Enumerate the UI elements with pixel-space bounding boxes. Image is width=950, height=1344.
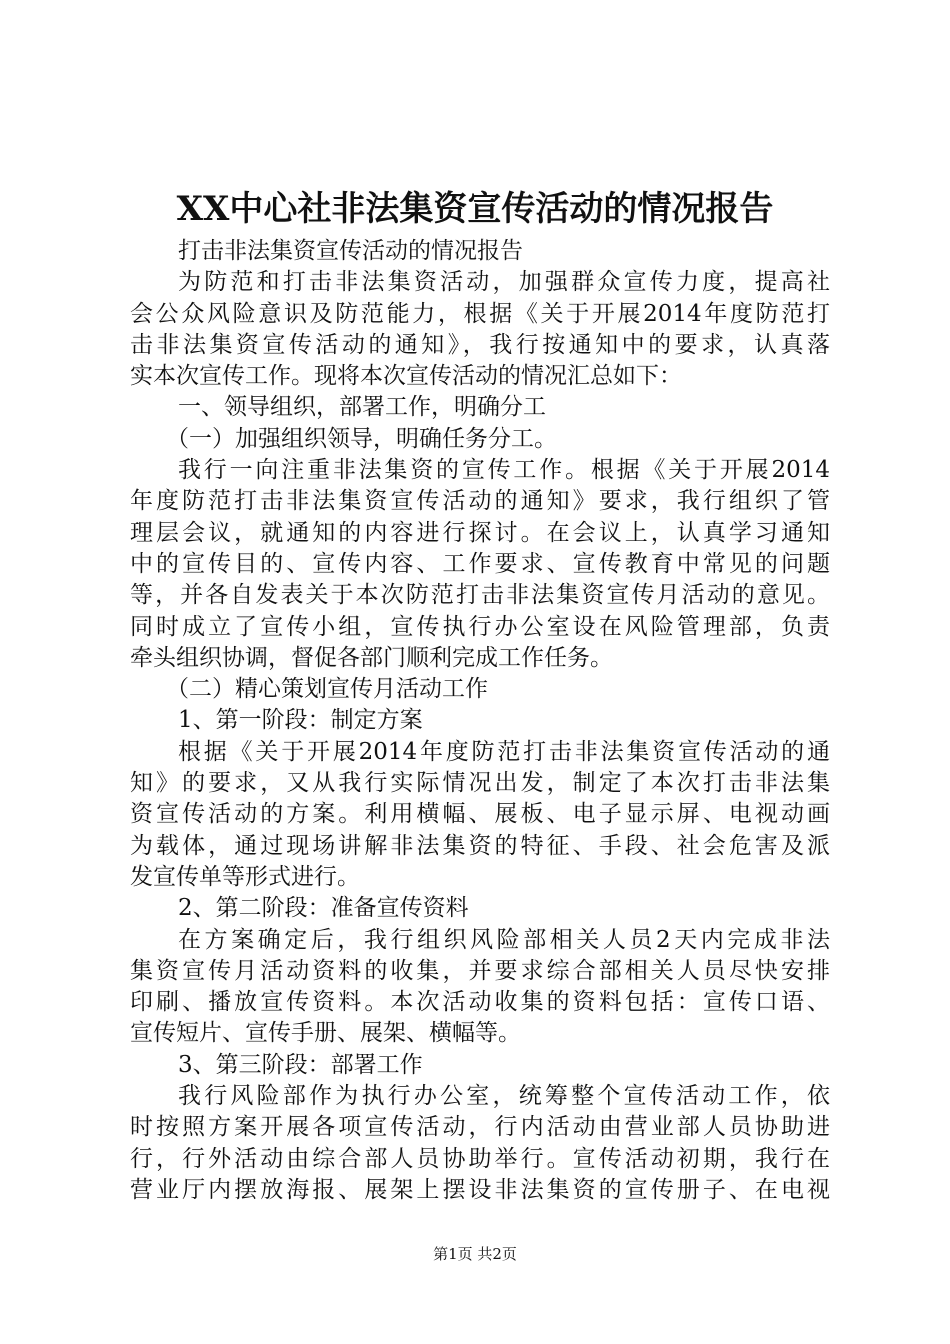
document-body — [130, 236, 830, 1206]
stage-heading: 3、第三阶段：部署工作 — [178, 1051, 423, 1078]
paragraph-line: 会公众风险意识及防范能力，根据《关于开展2014年度防范打 — [130, 300, 830, 327]
document-title: XX中心社非法集资宣传活动的情况报告 — [176, 189, 774, 229]
paragraph-line: 根据《关于开展2014年度防范打击非法集资宣传活动的通 — [178, 738, 830, 765]
paragraph-line: 我行一向注重非法集资的宣传工作。根据《关于开展2014 — [178, 457, 830, 484]
paragraph-line: 集资宣传月活动资料的收集，并要求综合部相关人员尽快安排 — [130, 957, 830, 984]
section-heading: 一、领导组织，部署工作，明确分工 — [178, 394, 546, 421]
paragraph-line: 营业厅内摆放海报、展架上摆设非法集资的宣传册子、在电视 — [130, 1176, 830, 1203]
paragraph-line: 印刷、播放宣传资料。本次活动收集的资料包括：宣传口语、 — [130, 989, 830, 1016]
paragraph-line: 时按照方案开展各项宣传活动，行内活动由营业部人员协助进 — [130, 1114, 830, 1141]
paragraph-line: 发宣传单等形式进行。 — [130, 863, 360, 890]
paragraph-line: 同时成立了宣传小组，宣传执行办公室设在风险管理部，负责 — [130, 613, 830, 640]
paragraph-line: 实本次宣传工作。现将本次宣传活动的情况汇总如下： — [130, 363, 682, 390]
paragraph-line: 等，并各自发表关于本次防范打击非法集资宣传月活动的意见。 — [130, 582, 830, 609]
stage-heading: 2、第二阶段：准备宣传资料 — [178, 895, 469, 922]
paragraph-line: 为防范和打击非法集资活动，加强群众宣传力度，提高社 — [178, 269, 830, 296]
paragraph-line: 宣传短片、宣传手册、展架、横幅等。 — [130, 1020, 521, 1047]
paragraph-line: 我行风险部作为执行办公室，统筹整个宣传活动工作，依 — [178, 1083, 830, 1110]
subtitle-line: 打击非法集资宣传活动的情况报告 — [178, 238, 523, 264]
paragraph-line: 为载体，通过现场讲解非法集资的特征、手段、社会危害及派 — [130, 832, 830, 859]
subsection-heading: （一）加强组织领导，明确任务分工。 — [166, 425, 557, 452]
paragraph-line: 中的宣传目的、宣传内容、工作要求、宣传教育中常见的问题 — [130, 550, 830, 577]
paragraph-line: 知》的要求，又从我行实际情况出发，制定了本次打击非法集 — [130, 770, 830, 797]
subsection-heading: （二）精心策划宣传月活动工作 — [166, 676, 488, 703]
stage-heading: 1、第一阶段：制定方案 — [178, 707, 423, 734]
paragraph-line: 牵头组织协调，督促各部门顺利完成工作任务。 — [130, 644, 613, 671]
paragraph-line: 资宣传活动的方案。利用横幅、展板、电子显示屏、电视动画 — [130, 801, 830, 828]
paragraph-line: 理层会议，就通知的内容进行探讨。在会议上，认真学习通知 — [130, 519, 830, 546]
paragraph-line: 在方案确定后，我行组织风险部相关人员2天内完成非法 — [178, 926, 830, 953]
page-number-footer: 第1页 共2页 — [433, 1245, 517, 1263]
paragraph-line: 年度防范打击非法集资宣传活动的通知》要求，我行组织了管 — [130, 488, 830, 515]
paragraph-line: 击非法集资宣传活动的通知》，我行按通知中的要求，认真落 — [130, 331, 830, 358]
paragraph-line: 行，行外活动由综合部人员协助举行。宣传活动初期，我行在 — [130, 1145, 830, 1172]
